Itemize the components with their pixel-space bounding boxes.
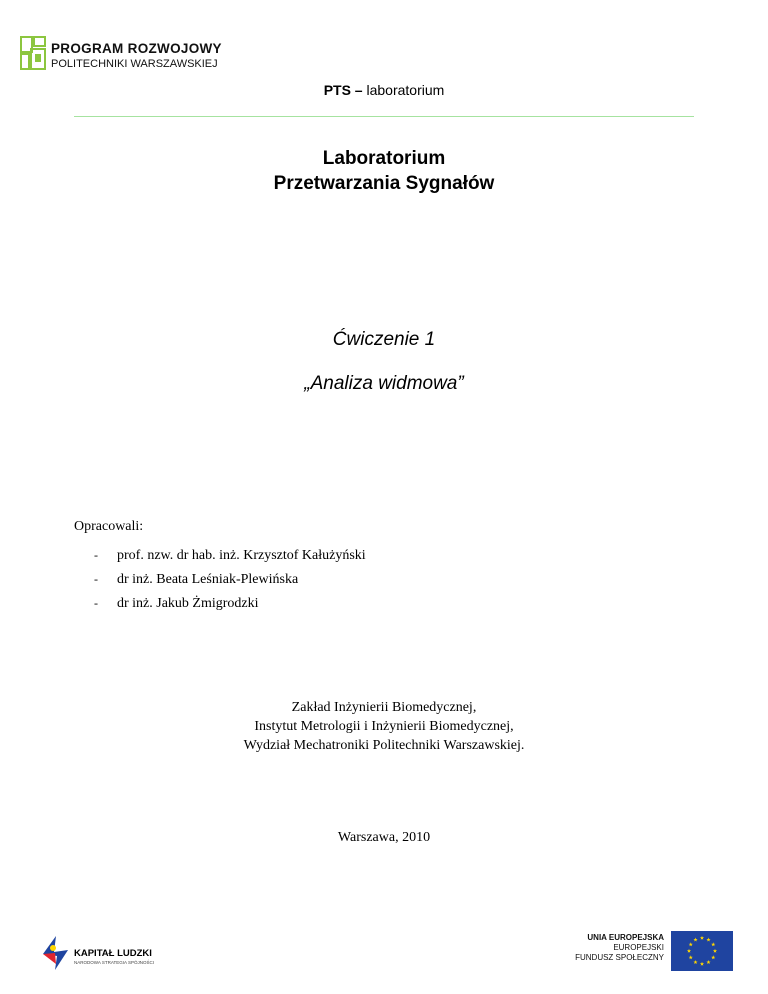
- author-name: prof. nzw. dr hab. inż. Krzysztof Kałużyński: [117, 548, 366, 563]
- author-bullet: -: [94, 596, 98, 610]
- program-rozwojowy-logo: [20, 36, 240, 76]
- author-bullet: -: [94, 572, 98, 586]
- author-bullet: -: [94, 548, 98, 562]
- logo-program-line2: POLITECHNIKI WARSZAWSKIEJ: [51, 58, 218, 70]
- author-name: dr inż. Beata Leśniak-Plewińska: [117, 572, 299, 587]
- place-and-date: Warszawa, 2010: [337, 830, 431, 845]
- affiliation-line-3: Wydział Mechatroniki Politechniki Warszawskiej.: [243, 738, 525, 753]
- page-header: [0, 82, 768, 98]
- logo-eu-line3: FUNDUSZ SPOŁECZNY: [575, 953, 664, 962]
- kapital-ludzki-star-icon: [40, 934, 70, 972]
- kapital-ludzki-logo: [40, 932, 180, 972]
- eu-logo-text: [574, 933, 664, 963]
- affiliation-line-1: Zakład Inżynierii Biomedycznej,: [291, 700, 477, 715]
- logo-kapital-line2: NARODOWA STRATEGIA SPÓJNOŚCI: [74, 960, 155, 965]
- pw-logo-mark-icon: [20, 36, 46, 70]
- title-line-1: Laboratorium: [322, 148, 446, 169]
- exercise-subject: „Analiza widmowa”: [304, 373, 464, 394]
- logo-eu-line2: EUROPEJSKI: [613, 943, 664, 952]
- header-course-kind: laboratorium: [362, 82, 445, 98]
- eu-social-fund-logo: [574, 931, 734, 971]
- exercise-number: Ćwiczenie 1: [332, 329, 436, 350]
- logo-eu-line1: UNIA EUROPEJSKA: [587, 933, 664, 942]
- author-name: dr inż. Jakub Żmigrodzki: [117, 596, 259, 611]
- header-divider: [74, 116, 694, 117]
- logo-program-line1: PROGRAM ROZWOJOWY: [51, 41, 222, 56]
- authors-label: Opracowali:: [74, 519, 144, 534]
- affiliation: [0, 698, 768, 755]
- eu-flag-icon: [671, 931, 733, 971]
- document-title: [0, 146, 768, 196]
- affiliation-line-2: Instytut Metrologii i Inżynierii Biomedycznej,: [254, 719, 514, 734]
- logo-kapital-line1: KAPITAŁ LUDZKI: [74, 948, 152, 959]
- header-course-code: PTS –: [323, 82, 363, 98]
- title-line-2: Przetwarzania Sygnałów: [273, 173, 495, 194]
